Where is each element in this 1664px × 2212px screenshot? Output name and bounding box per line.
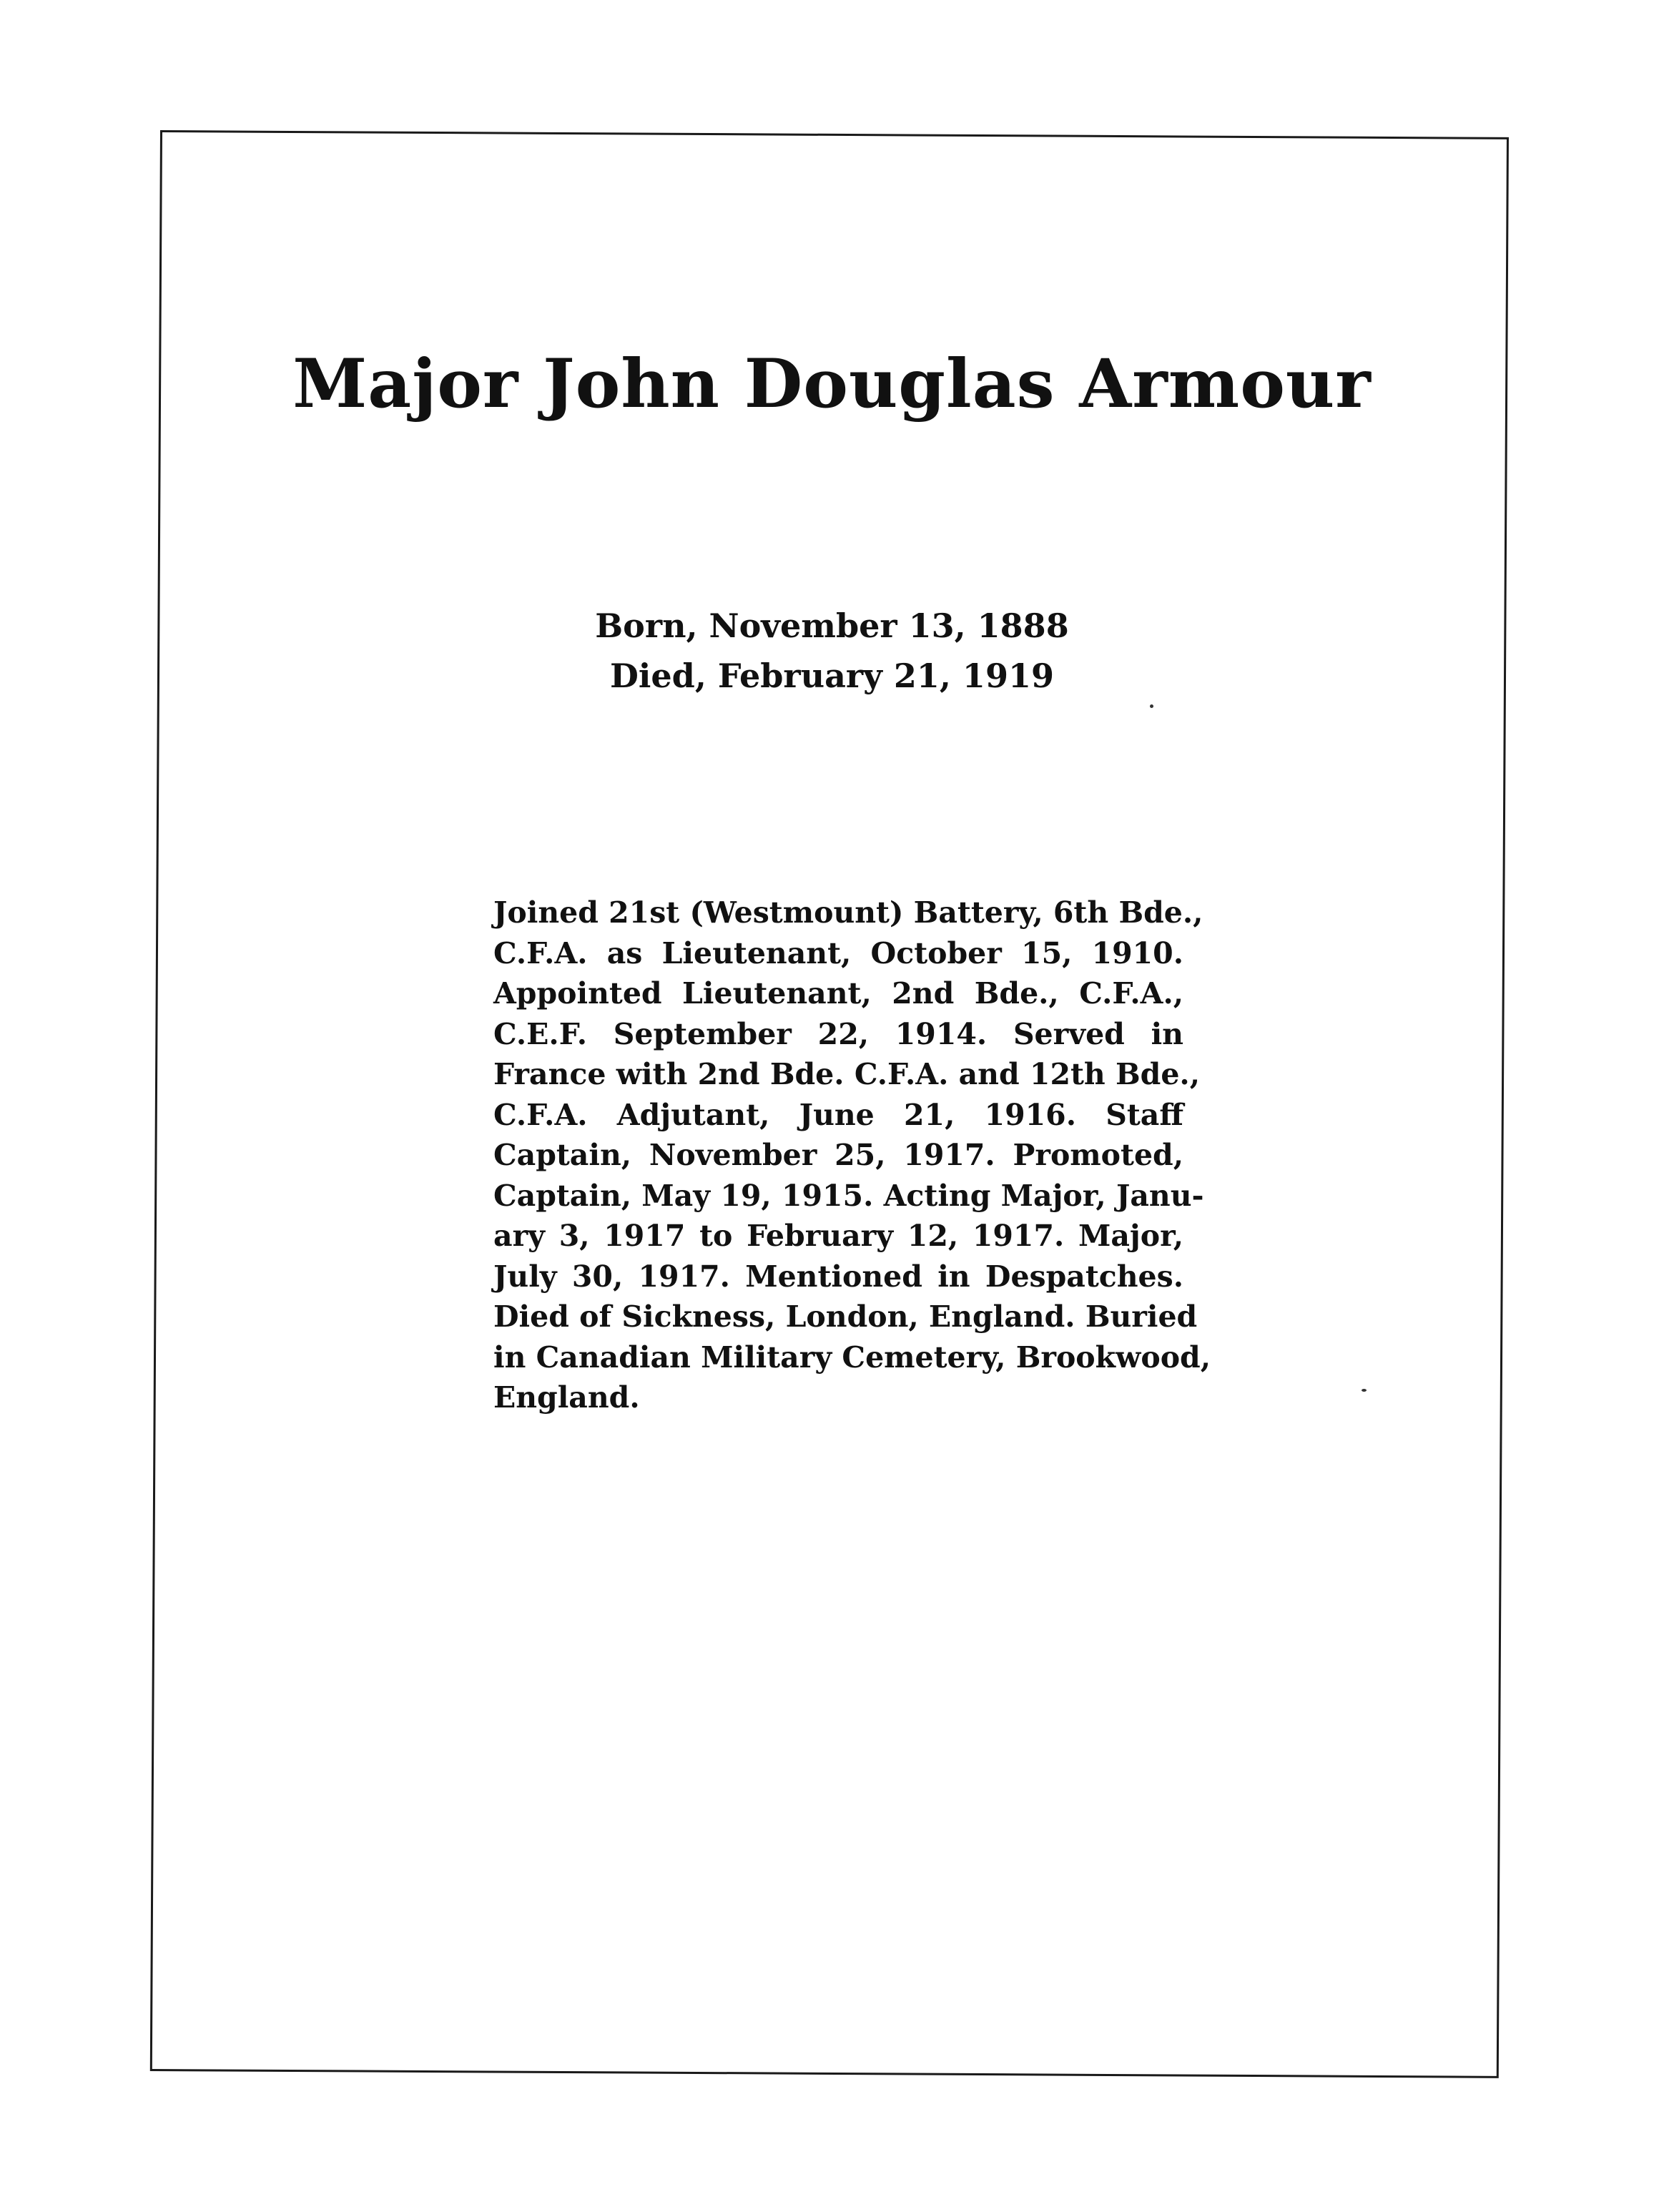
birth-date: Born, November 13, 1888 (595, 606, 1069, 645)
biography-line: France with 2nd Bde. C.F.A. and 12th Bde., (493, 1057, 1200, 1091)
biography-line: C.E.F. September 22, 1914. Served in (493, 1016, 1183, 1051)
biography-line: Appointed Lieutenant, 2nd Bde., C.F.A., (493, 976, 1183, 1011)
biography-line: C.F.A. Adjutant, June 21, 1916. Staff (493, 1097, 1183, 1132)
biography-line: Died of Sickness, London, England. Buried (493, 1299, 1198, 1334)
scan-speck (1150, 704, 1153, 708)
biography-line: Captain, November 25, 1917. Promoted, (493, 1138, 1183, 1172)
biography-line: England. (493, 1380, 640, 1415)
biography-line: July 30, 1917. Mentioned in Despatches. (493, 1259, 1183, 1294)
scan-speck (1362, 1389, 1367, 1392)
service-biography (493, 893, 1211, 1418)
death-date: Died, February 21, 1919 (610, 657, 1054, 695)
page-title: Major John Douglas Armour (292, 345, 1372, 423)
biography-line: Captain, May 19, 1915. Acting Major, Janu- (493, 1178, 1204, 1213)
biography-line: in Canadian Military Cemetery, Brookwood, (493, 1340, 1211, 1375)
life-dates (0, 601, 1664, 701)
biography-line: C.F.A. as Lieutenant, October 15, 1910. (493, 935, 1183, 970)
biography-line: Joined 21st (Westmount) Battery, 6th Bde., (493, 895, 1203, 930)
biography-line: ary 3, 1917 to February 12, 1917. Major, (493, 1219, 1183, 1253)
